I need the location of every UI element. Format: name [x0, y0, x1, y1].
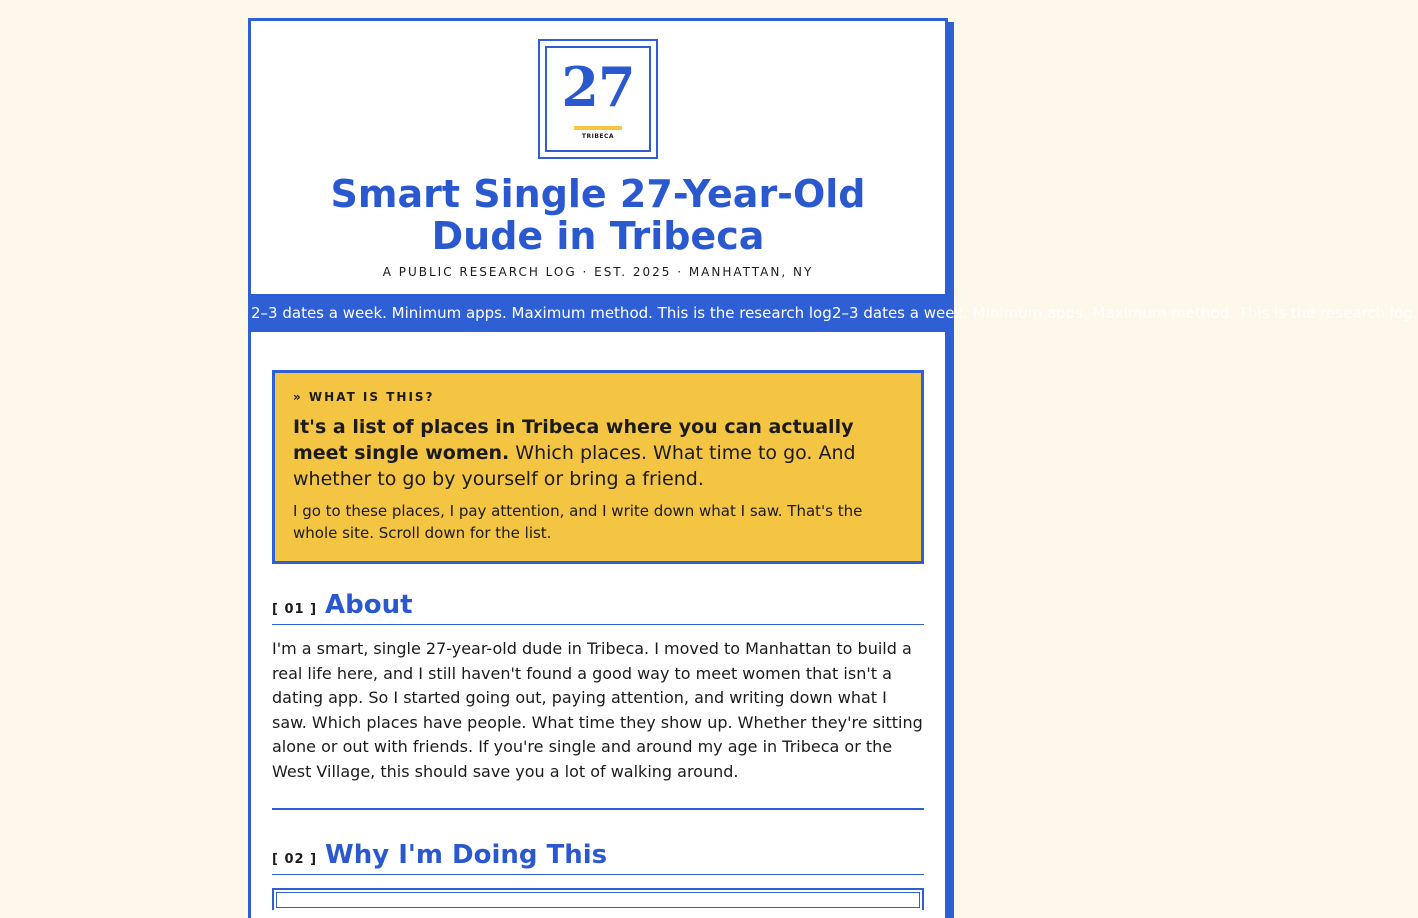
callout-lead-rest: Which places. What time to go. And whether to go by yourself or bring a friend. [293, 442, 856, 490]
site-title: Smart Single 27-Year-Old Dude in Tribeca [330, 172, 866, 258]
callout-kicker: » WHAT IS THIS? [293, 390, 435, 404]
what-is-this-callout [272, 370, 924, 564]
section-number: [ 02 ] [272, 851, 318, 867]
section-divider [272, 808, 924, 810]
masthead [251, 21, 945, 279]
section-heading-about [272, 590, 924, 625]
about-body: I'm a smart, single 27-year-old dude in Tribeca. I moved to Manhattan to build a real life here, and I still haven't found a good way to meet women that isn't a dating app. So I started going out, paying attention, and writing down what I saw. Which places have people. What time they show up. Whether they're sitting alone or out with friends. If you're single and around my age in Tribeca or the West Village, this should save you a lot of walking around. [272, 639, 923, 781]
section-why [272, 840, 924, 910]
section-about [272, 590, 924, 810]
logo-number: 27 [561, 55, 635, 119]
logo-caption: TRIBECA [581, 133, 615, 140]
main-content [251, 332, 945, 910]
callout-lead-bold: It's a list of places in Tribeca where you can actually meet single women. [293, 416, 854, 464]
callout-note: I go to these places, I pay attention, and I write down what I saw. That's the whole site. Scroll down for the list. [293, 502, 863, 542]
section-title: About [325, 590, 413, 620]
site-subtitle: A PUBLIC RESEARCH LOG · EST. 2025 · MANHATTAN, NY [382, 265, 814, 279]
callout-lead [293, 414, 903, 492]
page-card [248, 18, 1418, 918]
ticker-banner [251, 294, 1418, 332]
section-number: [ 01 ] [272, 602, 318, 617]
site-logo[interactable] [538, 39, 658, 159]
logo-underline [574, 126, 622, 130]
ticker-text-repeat: 2–3 dates a week. Minimum apps. Maximum method. This is the research log. [832, 304, 1418, 322]
logo-frame [545, 46, 651, 152]
ticker-text: 2–3 dates a week. Minimum apps. Maximum method. This is the research log. [251, 304, 837, 322]
next-content-box [272, 888, 924, 910]
section-heading-why [272, 840, 924, 875]
section-title: Why I'm Doing This [325, 839, 608, 870]
